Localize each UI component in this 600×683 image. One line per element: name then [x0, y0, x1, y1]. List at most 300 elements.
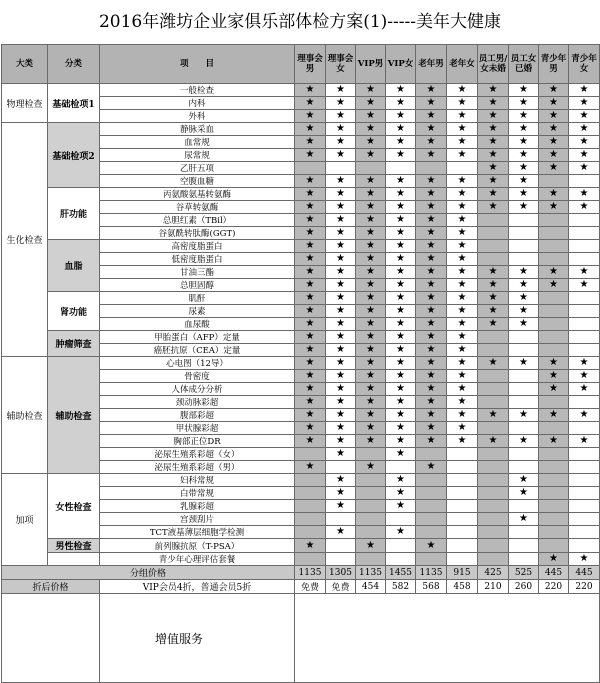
plan-cell	[416, 448, 447, 461]
item-name: 血常规	[100, 136, 295, 149]
star-icon: ★	[396, 474, 405, 485]
plan-cell	[356, 318, 386, 331]
plan-cell	[509, 136, 539, 149]
plan-cell	[326, 396, 356, 409]
plan-cell	[569, 318, 600, 331]
plan-cell	[386, 422, 416, 435]
star-icon: ★	[549, 435, 558, 446]
plan-cell	[386, 539, 416, 553]
star-icon: ★	[426, 110, 436, 121]
plan-cell	[539, 461, 569, 474]
star-icon: ★	[519, 123, 528, 134]
plan-cell	[539, 448, 569, 461]
plan-cell	[386, 553, 416, 566]
plan-cell	[416, 526, 447, 539]
plan-cell	[539, 201, 569, 214]
plan-cell	[356, 123, 386, 136]
star-icon: ★	[579, 149, 589, 160]
plan-cell	[386, 123, 416, 136]
star-icon: ★	[305, 539, 315, 551]
star-icon: ★	[519, 201, 528, 212]
plan-cell	[509, 553, 539, 566]
plan-cell	[295, 279, 326, 292]
plan-cell	[386, 526, 416, 539]
plan-cell	[416, 461, 447, 474]
table-row	[2, 553, 600, 566]
plan-cell	[295, 396, 326, 409]
plan-cell	[386, 461, 416, 474]
plan-cell	[326, 370, 356, 383]
plan-cell	[447, 331, 478, 344]
star-icon: ★	[519, 474, 528, 485]
plan-cell	[386, 292, 416, 305]
plan-cell	[416, 227, 447, 240]
star-icon: ★	[396, 383, 405, 394]
plan-cell	[509, 448, 539, 461]
plan-cell	[447, 539, 478, 553]
plan-cell	[569, 253, 600, 266]
star-icon: ★	[426, 357, 436, 368]
star-icon: ★	[336, 474, 345, 485]
star-icon: ★	[305, 214, 315, 225]
discount-price-value: 免费	[326, 580, 356, 594]
star-icon: ★	[305, 240, 315, 251]
star-icon: ★	[488, 110, 498, 121]
star-icon: ★	[336, 214, 345, 225]
plan-cell	[295, 526, 326, 539]
star-icon: ★	[366, 240, 375, 251]
plan-cell	[386, 110, 416, 123]
plan-cell	[569, 149, 600, 162]
star-icon: ★	[336, 409, 345, 420]
plan-cell	[416, 162, 447, 175]
item-name: 丙氨酸氨基转氨酶	[100, 188, 295, 201]
plan-cell	[356, 162, 386, 175]
item-name: 颈动脉彩超	[100, 396, 295, 409]
plan-cell	[416, 396, 447, 409]
plan-cell	[295, 97, 326, 110]
star-icon: ★	[366, 383, 375, 394]
plan-cell	[295, 162, 326, 175]
star-icon: ★	[549, 279, 558, 290]
star-icon: ★	[549, 370, 558, 381]
plan-cell	[295, 422, 326, 435]
plan-cell	[356, 396, 386, 409]
plan-cell	[478, 513, 509, 526]
star-icon: ★	[549, 266, 558, 277]
plan-cell	[416, 422, 447, 435]
plan-cell	[416, 201, 447, 214]
plan-cell	[509, 266, 539, 279]
star-icon: ★	[366, 253, 375, 264]
plan-cell	[509, 539, 539, 553]
header-plan: 理事会男	[295, 45, 326, 84]
group-price-value: 525	[509, 566, 539, 580]
plan-cell	[295, 149, 326, 162]
plan-cell	[478, 370, 509, 383]
plan-cell	[416, 253, 447, 266]
table-row	[2, 474, 600, 487]
plan-cell	[478, 526, 509, 539]
star-icon: ★	[579, 279, 589, 290]
star-icon: ★	[305, 136, 315, 147]
plan-cell	[569, 500, 600, 513]
plan-cell	[509, 279, 539, 292]
star-icon: ★	[457, 201, 467, 212]
header-category: 大类	[2, 45, 48, 84]
plan-cell	[539, 279, 569, 292]
plan-cell	[326, 201, 356, 214]
plan-cell	[447, 266, 478, 279]
star-icon: ★	[305, 149, 315, 160]
star-icon: ★	[426, 201, 436, 212]
star-icon: ★	[519, 162, 528, 173]
plan-cell	[447, 84, 478, 97]
plan-cell	[356, 487, 386, 500]
star-icon: ★	[549, 97, 558, 108]
star-icon: ★	[336, 188, 345, 199]
plan-cell	[539, 136, 569, 149]
item-name: 骨密度	[100, 370, 295, 383]
discount-price-label: 折后价格	[2, 580, 100, 594]
star-icon: ★	[426, 84, 436, 95]
star-icon: ★	[519, 292, 528, 303]
plan-cell	[295, 344, 326, 357]
item-name: 低密度脂蛋白	[100, 253, 295, 266]
plan-cell	[326, 461, 356, 474]
item-name: 总胆固醇	[100, 279, 295, 292]
discount-price-row	[2, 580, 600, 594]
star-icon: ★	[457, 435, 467, 446]
plan-cell	[295, 84, 326, 97]
plan-cell	[539, 383, 569, 396]
plan-cell	[326, 409, 356, 422]
group-price-value: 425	[478, 566, 509, 580]
plan-cell	[416, 500, 447, 513]
header-row	[2, 45, 600, 84]
star-icon: ★	[366, 136, 375, 147]
star-icon: ★	[366, 461, 375, 472]
star-icon: ★	[396, 526, 405, 537]
plan-cell	[569, 474, 600, 487]
category-cell: 物理检查	[2, 84, 48, 123]
item-name: 乳腺彩超	[100, 500, 295, 513]
plan-cell	[539, 526, 569, 539]
plan-cell	[295, 539, 326, 553]
plan-cell	[539, 553, 569, 566]
star-icon: ★	[305, 175, 315, 186]
plan-cell	[295, 201, 326, 214]
plan-cell	[356, 149, 386, 162]
plan-cell	[356, 553, 386, 566]
star-icon: ★	[488, 266, 498, 277]
star-icon: ★	[426, 188, 436, 199]
plan-cell	[295, 500, 326, 513]
star-icon: ★	[396, 409, 405, 420]
plan-cell	[539, 474, 569, 487]
star-icon: ★	[519, 305, 528, 316]
subcategory-cell: 辅助检查	[48, 357, 100, 474]
plan-cell	[356, 97, 386, 110]
header-plan: 理事会女	[326, 45, 356, 84]
plan-cell	[356, 84, 386, 97]
star-icon: ★	[366, 266, 375, 277]
star-icon: ★	[457, 422, 467, 433]
plan-cell	[478, 123, 509, 136]
plan-cell	[509, 513, 539, 526]
plan-cell	[326, 175, 356, 188]
plan-cell	[416, 175, 447, 188]
plan-cell	[386, 227, 416, 240]
plan-cell	[447, 188, 478, 201]
plan-cell	[509, 409, 539, 422]
plan-cell	[416, 214, 447, 227]
plan-cell	[295, 474, 326, 487]
plan-cell	[478, 110, 509, 123]
star-icon: ★	[457, 240, 467, 251]
plan-cell	[509, 474, 539, 487]
star-icon: ★	[396, 357, 405, 368]
plan-cell	[569, 396, 600, 409]
plan-cell	[295, 266, 326, 279]
star-icon: ★	[305, 266, 315, 277]
star-icon: ★	[579, 136, 589, 147]
star-icon: ★	[336, 136, 345, 147]
plan-cell	[447, 553, 478, 566]
plan-cell	[356, 370, 386, 383]
star-icon: ★	[396, 448, 405, 459]
plan-cell	[478, 318, 509, 331]
plan-cell	[478, 292, 509, 305]
plan-cell	[447, 513, 478, 526]
star-icon: ★	[488, 409, 498, 420]
plan-cell	[569, 188, 600, 201]
star-icon: ★	[579, 409, 589, 420]
plan-cell	[416, 149, 447, 162]
star-icon: ★	[396, 435, 405, 446]
star-icon: ★	[305, 305, 315, 316]
star-icon: ★	[426, 383, 436, 394]
star-icon: ★	[519, 487, 528, 498]
item-name: 胸部正位DR	[100, 435, 295, 448]
star-icon: ★	[336, 110, 345, 121]
star-icon: ★	[396, 266, 405, 277]
group-price-label: 分组价格	[2, 566, 295, 580]
star-icon: ★	[488, 188, 498, 199]
plan-cell	[447, 448, 478, 461]
plan-cell	[478, 383, 509, 396]
discount-price-value: 220	[539, 580, 569, 594]
star-icon: ★	[519, 357, 528, 368]
plan-cell	[509, 84, 539, 97]
plan-cell	[386, 279, 416, 292]
star-icon: ★	[488, 123, 498, 134]
plan-cell	[569, 409, 600, 422]
star-icon: ★	[305, 409, 315, 420]
page-title: 2016年潍坊企业家俱乐部体检方案(1)-----美年大健康	[98, 12, 502, 32]
plan-cell	[478, 305, 509, 318]
star-icon: ★	[366, 318, 375, 329]
star-icon: ★	[336, 357, 345, 368]
star-icon: ★	[426, 344, 436, 355]
subcategory-cell: 基础检项1	[48, 84, 100, 123]
star-icon: ★	[336, 344, 345, 355]
plan-cell	[295, 253, 326, 266]
star-icon: ★	[457, 188, 467, 199]
plan-cell	[386, 240, 416, 253]
plan-cell	[539, 162, 569, 175]
plan-cell	[326, 435, 356, 448]
star-icon: ★	[305, 188, 315, 199]
plan-cell	[416, 318, 447, 331]
star-icon: ★	[549, 149, 558, 160]
plan-cell	[326, 422, 356, 435]
star-icon: ★	[366, 539, 375, 551]
plan-cell	[356, 110, 386, 123]
star-icon: ★	[549, 201, 558, 212]
plan-cell	[416, 240, 447, 253]
plan-cell	[386, 396, 416, 409]
star-icon: ★	[336, 526, 345, 537]
star-icon: ★	[366, 227, 375, 238]
plan-cell	[416, 409, 447, 422]
plan-cell	[569, 227, 600, 240]
plan-cell	[539, 227, 569, 240]
subcategory-cell: 女性检查	[48, 474, 100, 539]
plan-cell	[509, 461, 539, 474]
plan-cell	[478, 474, 509, 487]
star-icon: ★	[426, 409, 436, 420]
plan-cell	[326, 539, 356, 553]
star-icon: ★	[366, 84, 375, 95]
star-icon: ★	[336, 97, 345, 108]
discount-price-value: 210	[478, 580, 509, 594]
plan-cell	[539, 435, 569, 448]
subcategory-cell	[48, 553, 100, 566]
star-icon: ★	[426, 331, 436, 342]
item-name: 总胆红素（TBil）	[100, 214, 295, 227]
star-icon: ★	[336, 318, 345, 329]
item-name: 尿常规	[100, 149, 295, 162]
plan-cell	[539, 305, 569, 318]
item-name: 肌酐	[100, 292, 295, 305]
plan-cell	[295, 240, 326, 253]
plan-cell	[386, 253, 416, 266]
item-name: 血尿酸	[100, 318, 295, 331]
item-name: 尿素	[100, 305, 295, 318]
table-body	[2, 84, 600, 566]
star-icon: ★	[396, 500, 405, 511]
plan-cell	[447, 123, 478, 136]
star-icon: ★	[336, 149, 345, 160]
star-icon: ★	[457, 149, 467, 160]
plan-cell	[447, 318, 478, 331]
plan-cell	[326, 474, 356, 487]
plan-cell	[539, 266, 569, 279]
star-icon: ★	[366, 435, 375, 446]
plan-cell	[326, 279, 356, 292]
plan-cell	[569, 370, 600, 383]
plan-cell	[478, 422, 509, 435]
plan-cell	[509, 149, 539, 162]
star-icon: ★	[396, 396, 405, 407]
discount-note: VIP会员4折，普通会员5折	[100, 580, 295, 594]
star-icon: ★	[336, 448, 345, 459]
header-plan: 青少年女	[569, 45, 600, 84]
star-icon: ★	[396, 175, 405, 186]
plan-cell	[295, 175, 326, 188]
star-icon: ★	[488, 318, 498, 329]
plan-cell	[447, 110, 478, 123]
plan-cell	[326, 318, 356, 331]
star-icon: ★	[579, 162, 589, 173]
plan-cell	[356, 448, 386, 461]
star-icon: ★	[549, 123, 558, 134]
plan-cell	[539, 500, 569, 513]
plan-cell	[295, 357, 326, 370]
plan-cell	[478, 553, 509, 566]
plan-cell	[386, 266, 416, 279]
star-icon: ★	[488, 305, 498, 316]
discount-price-value: 454	[356, 580, 386, 594]
star-icon: ★	[305, 370, 315, 381]
item-name: 一般检查	[100, 84, 295, 97]
group-price-value: 445	[569, 566, 600, 580]
star-icon: ★	[396, 370, 405, 381]
star-icon: ★	[457, 175, 467, 186]
plan-cell	[356, 331, 386, 344]
plan-cell	[326, 214, 356, 227]
table-row	[2, 292, 600, 305]
star-icon: ★	[366, 422, 375, 433]
plan-cell	[539, 422, 569, 435]
star-icon: ★	[396, 305, 405, 316]
star-icon: ★	[305, 344, 315, 355]
plan-cell	[295, 188, 326, 201]
item-name: 甘油三酯	[100, 266, 295, 279]
item-name: 腹部彩超	[100, 409, 295, 422]
plan-cell	[478, 435, 509, 448]
star-icon: ★	[366, 370, 375, 381]
star-icon: ★	[336, 500, 345, 511]
item-name: 心电图（12导）	[100, 357, 295, 370]
plan-cell	[326, 136, 356, 149]
plan-cell	[386, 84, 416, 97]
plan-cell	[295, 227, 326, 240]
item-name: 内科	[100, 97, 295, 110]
plan-cell	[569, 435, 600, 448]
star-icon: ★	[366, 97, 375, 108]
plan-cell	[509, 201, 539, 214]
plan-cell	[569, 553, 600, 566]
star-icon: ★	[488, 292, 498, 303]
value-added-blank	[2, 594, 100, 683]
plan-cell	[569, 526, 600, 539]
star-icon: ★	[519, 266, 528, 277]
plan-cell	[386, 500, 416, 513]
group-price-value: 1455	[386, 566, 416, 580]
item-name: 甲状腺彩超	[100, 422, 295, 435]
star-icon: ★	[549, 84, 558, 95]
plan-cell	[295, 383, 326, 396]
plan-cell	[386, 513, 416, 526]
plan-cell	[416, 513, 447, 526]
plan-cell	[416, 188, 447, 201]
plan-cell	[326, 162, 356, 175]
star-icon: ★	[457, 136, 467, 147]
plan-cell	[447, 422, 478, 435]
plan-cell	[386, 448, 416, 461]
